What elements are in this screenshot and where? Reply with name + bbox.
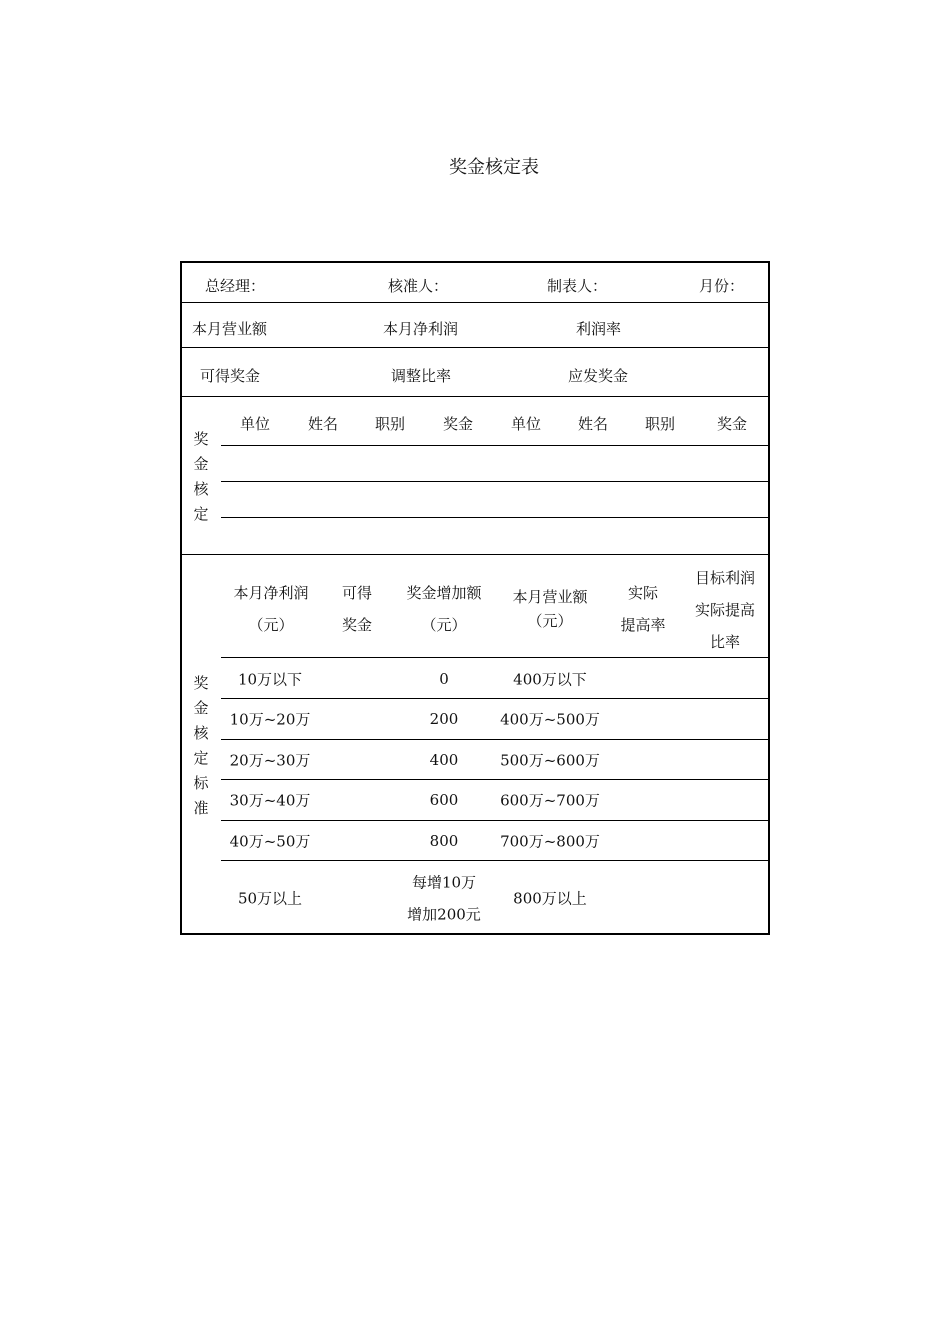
header-available-2: 奖金 (341, 616, 373, 634)
preparer-label: 制表人： (547, 277, 608, 295)
cell-revenue: 800万以上 (513, 889, 587, 908)
row-divider (221, 698, 769, 699)
cell-revenue: 400万以下 (513, 670, 587, 689)
side-char: 核 (193, 724, 209, 742)
header-actual-rate: 提高率 (620, 616, 666, 634)
side-char: 金 (193, 699, 209, 717)
side-char: 奖 (193, 430, 209, 448)
side-char: 定 (193, 749, 209, 767)
header-revenue-unit: （元） (527, 612, 573, 630)
column-header-unit: 单位 (239, 415, 271, 433)
header-net-profit-unit: （元） (248, 616, 294, 634)
payable-bonus-label: 应发奖金 (568, 367, 629, 385)
row-divider (221, 445, 769, 446)
column-header-bonus: 奖金 (716, 415, 748, 433)
profit-rate-label: 利润率 (576, 320, 622, 338)
cell-net-profit: 50万以上 (237, 889, 303, 908)
column-header-position: 职别 (644, 415, 676, 433)
row-divider (221, 517, 769, 518)
cell-increase: 600 (429, 791, 459, 809)
side-char: 金 (193, 455, 209, 473)
header-available: 可得 (341, 584, 373, 602)
cell-increase: 400 (429, 751, 459, 769)
cell-revenue: 700万~800万 (500, 832, 600, 851)
cell-revenue: 400万~500万 (500, 710, 600, 729)
cell-increase-line2: 增加200元 (407, 905, 481, 924)
row-divider (221, 481, 769, 482)
header-increase-unit: （元） (421, 616, 467, 634)
bonus-approval-side-label (192, 427, 210, 527)
row-divider (181, 347, 769, 348)
cell-increase: 200 (429, 710, 459, 728)
row-divider (221, 657, 769, 658)
header-actual: 实际 (627, 584, 659, 602)
section-divider (181, 554, 769, 555)
header-target-2: 实际提高 (694, 601, 756, 619)
header-increase: 奖金增加额 (406, 584, 482, 602)
available-bonus-label: 可得奖金 (200, 367, 261, 385)
monthly-net-profit-label: 本月净利润 (383, 320, 459, 338)
cell-increase-line1: 每增10万 (411, 873, 477, 892)
adjust-ratio-label: 调整比率 (391, 367, 452, 385)
row-divider (181, 396, 769, 397)
cell-net-profit: 10万~20万 (229, 710, 311, 729)
header-revenue: 本月营业额 (512, 588, 588, 606)
header-target: 目标利润 (694, 569, 756, 587)
cell-increase: 800 (429, 832, 459, 850)
column-header-name: 姓名 (307, 415, 339, 433)
cell-net-profit: 40万~50万 (229, 832, 311, 851)
document-title: 奖金核定表 (449, 157, 539, 178)
cell-net-profit: 20万~30万 (229, 751, 311, 770)
column-header-unit: 单位 (510, 415, 542, 433)
side-char: 定 (193, 505, 209, 523)
cell-revenue: 500万~600万 (500, 751, 600, 770)
cell-increase: 0 (439, 670, 449, 688)
cell-revenue: 600万~700万 (500, 791, 600, 810)
side-char: 奖 (193, 674, 209, 692)
side-char: 标 (193, 774, 209, 792)
column-header-bonus: 奖金 (442, 415, 474, 433)
column-header-name: 姓名 (577, 415, 609, 433)
header-target-3: 比率 (709, 633, 741, 651)
general-manager-label: 总经理： (205, 277, 266, 295)
bonus-standard-side-label (192, 671, 210, 821)
column-header-position: 职别 (374, 415, 406, 433)
row-divider (221, 860, 769, 861)
side-char: 准 (193, 799, 209, 817)
cell-net-profit: 30万~40万 (229, 791, 311, 810)
header-net-profit: 本月净利润 (233, 584, 309, 602)
cell-net-profit: 10万以下 (237, 670, 303, 689)
month-label: 月份： (699, 277, 745, 295)
row-divider (221, 779, 769, 780)
row-divider (221, 820, 769, 821)
row-divider (221, 739, 769, 740)
approver-label: 核准人： (388, 277, 449, 295)
side-char: 核 (193, 480, 209, 498)
row-divider (181, 302, 769, 303)
monthly-revenue-label: 本月营业额 (192, 320, 268, 338)
